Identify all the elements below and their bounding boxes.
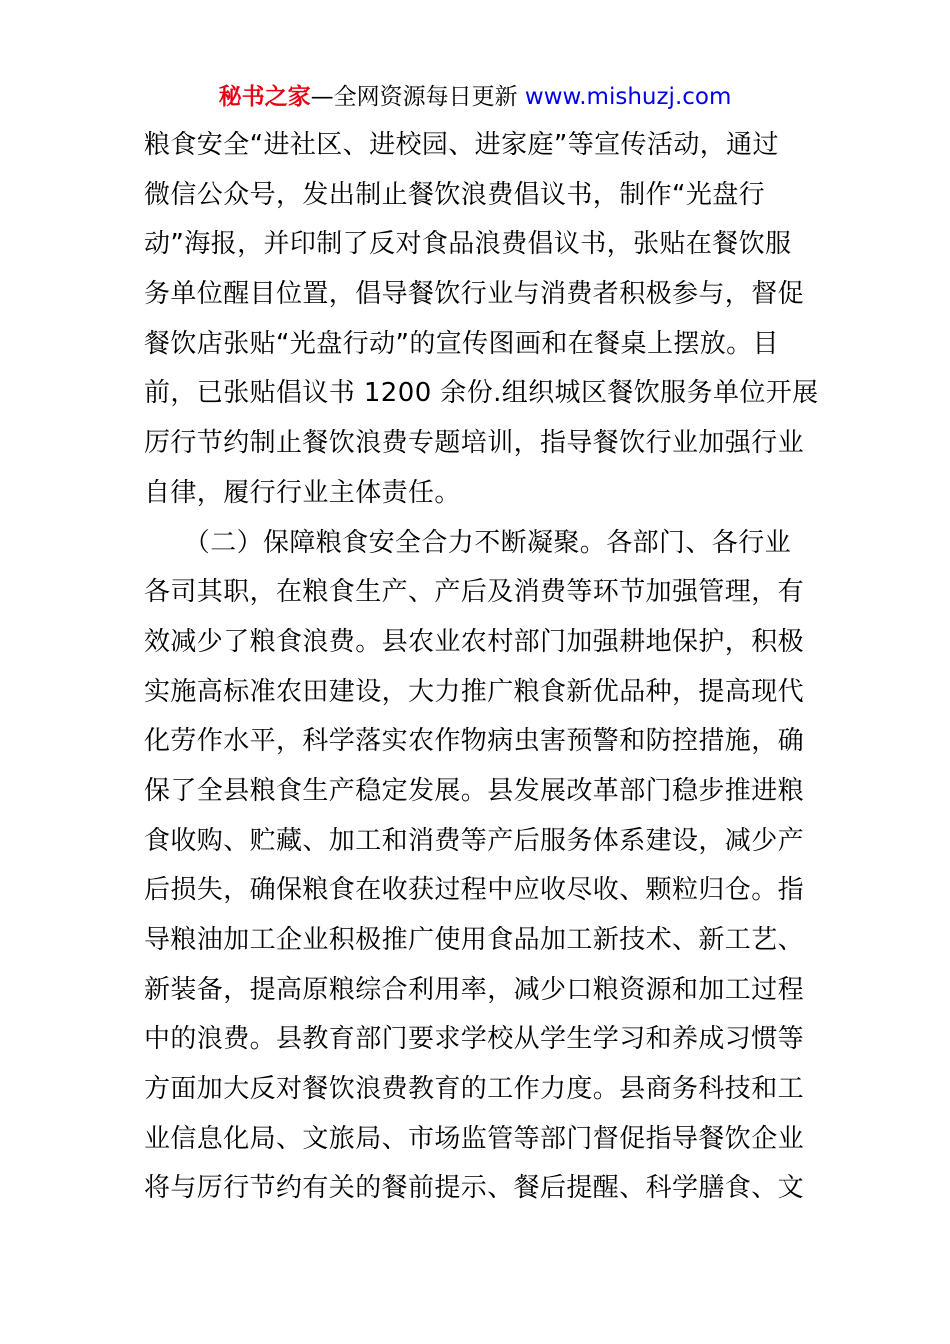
text-line: 业信息化局、文旅局、市场监管等部门督促指导餐饮企业 [144,1123,805,1154]
paragraph-heading-line: （二）保障粮食安全合力不断凝聚。各部门、各行业 [144,527,792,558]
text-line: 方面加大反对餐饮浪费教育的工作力度。县商务科技和工 [144,1074,805,1105]
document-body [144,121,819,1214]
text-line: 餐饮店张贴“光盘行动”的宣传图画和在餐桌上摆放。目 [144,328,779,359]
site-header [0,82,950,112]
text-line: 导粮油加工企业积极推广使用食品加工新技术、新工艺、 [144,925,805,955]
text-line: 粮食安全“进社区、进校园、进家庭”等宣传活动，通过 [144,130,779,160]
text-line: 厉行节约制止餐饮浪费专题培训，指导餐饮行业加强行业 [144,428,805,459]
text-line: 自律，履行行业主体责任。 [144,477,461,508]
text-line: 各司其职，在粮食生产、产后及消费等环节加强管理，有 [144,577,805,608]
text-line: 效减少了粮食浪费。县农业农村部门加强耕地保护，积极 [144,626,805,657]
text-line: 化劳作水平，科学落实农作物病虫害预警和防控措施，确 [144,726,805,757]
text-line: 后损失，确保粮食在收获过程中应收尽收、颗粒归仓。指 [144,875,805,906]
text-line: 中的浪费。县教育部门要求学校从学生学习和养成习惯等 [144,1024,805,1055]
site-tagline: —全网资源每日更新 [310,84,525,110]
text-line: 将与厉行节约有关的餐前提示、餐后提醒、科学膳食、文 [144,1173,805,1204]
text-line: 新装备，提高原粮综合利用率，减少口粮资源和加工过程 [144,974,805,1005]
text-line: 微信公众号，发出制止餐饮浪费倡议书，制作“光盘行 [144,179,766,210]
text-line: 动”海报，并印制了反对食品浪费倡议书，张贴在餐饮服 [144,229,792,260]
text-line: 前，已张贴倡议书 1200 余份.组织城区餐饮服务单位开展 [144,378,819,409]
text-line: 保了全县粮食生产稳定发展。县发展改革部门稳步推进粮 [144,775,805,806]
text-line: 务单位醒目位置，倡导餐饮行业与消费者积极参与，督促 [144,279,805,310]
site-url-link[interactable]: www.mishuzj.com [524,84,732,110]
text-line: 实施高标准农田建设，大力推广粮食新优品种，提高现代 [144,676,805,707]
text-line: 食收购、贮藏、加工和消费等产后服务体系建设，减少产 [144,825,805,856]
site-brand: 秘书之家 [218,84,311,110]
